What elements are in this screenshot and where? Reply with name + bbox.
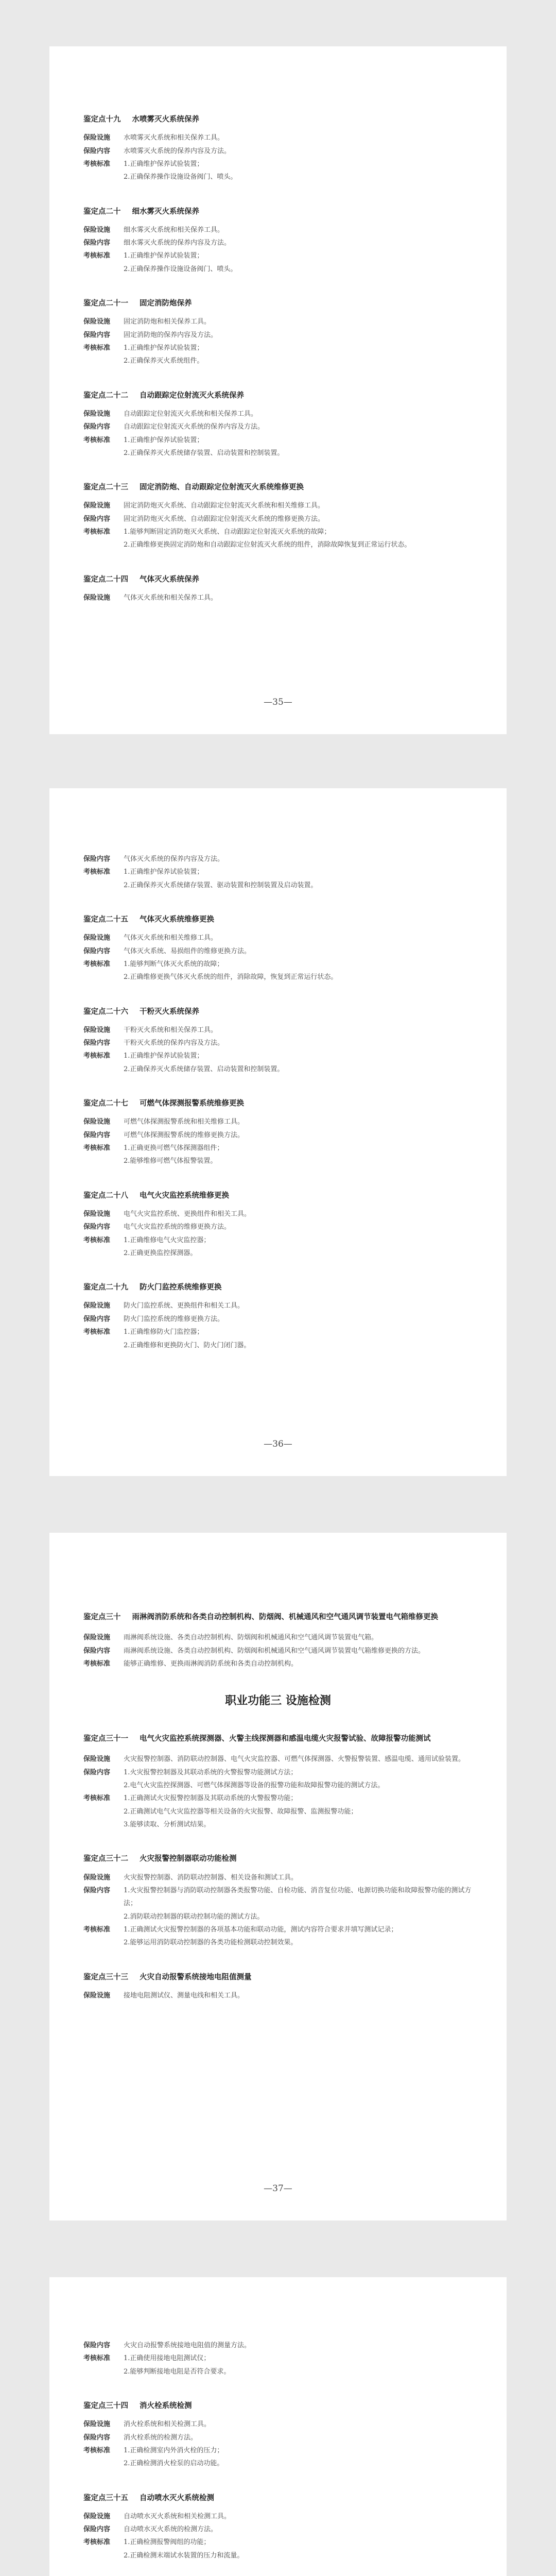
field-value: 火灾报警控制器、消防联动控制器、相关设备和测试工具。 <box>124 1873 298 1882</box>
field-label <box>83 2365 124 2378</box>
field-value: 1.正确维护保养试验装置； <box>124 868 204 876</box>
item-number: 鉴定点二十四 <box>83 574 128 584</box>
field-label: 考核标准 <box>83 252 111 260</box>
field-label: 保险内容 <box>83 1768 111 1776</box>
field-value: 2.正确更换监控探测器。 <box>124 1249 197 1257</box>
field-row <box>83 1779 473 1792</box>
field-label: 保险设施 <box>83 934 111 942</box>
field-label: 保险内容 <box>83 331 111 339</box>
item-title-text: 火灾报警控制器联动功能检测 <box>140 1854 237 1863</box>
field-label: 保险设施 <box>83 1873 111 1882</box>
field-label: 保险内容 <box>83 1223 111 1231</box>
field-label: 考核标准 <box>83 1328 111 1336</box>
item-title-text: 电气火灾监控系统维修更换 <box>140 1191 229 1200</box>
field-value: 电气火灾监控系统、更换组件和相关工具。 <box>124 1210 251 1218</box>
field-row <box>83 1247 473 1260</box>
field-row <box>83 224 473 236</box>
field-row <box>83 1766 473 1779</box>
item <box>83 1609 473 1670</box>
field-row <box>83 236 473 249</box>
field-row <box>83 329 473 342</box>
field-value: 2.正确保养灭火系统储存装置、驱动装置和控制装置及启动装置。 <box>124 881 318 889</box>
field-label: 保险内容 <box>83 947 111 955</box>
field-value: 雨淋阀系统设施、各类自动控制机构、防烟阀和机械通风和空气通风调节装置电气箱维修更换的方法。 <box>124 1647 425 1655</box>
field-value: 1.能够判断气体灭火系统的故障； <box>124 960 224 968</box>
item-title-text: 气体灭火系统保养 <box>140 574 199 584</box>
item-title-text: 防火门监控系统维修更换 <box>140 1283 222 1292</box>
field-value: 2.正确保养灭火系统储存装置、启动装置和控制装置。 <box>124 1065 284 1073</box>
field-label: 考核标准 <box>83 1236 111 1244</box>
field-label: 保险内容 <box>83 855 111 863</box>
document-page <box>49 46 507 734</box>
item-number: 鉴定点二十八 <box>83 1191 128 1200</box>
item <box>83 1281 473 1352</box>
field-label: 保险设施 <box>83 502 111 510</box>
field-label: 保险设施 <box>83 1634 111 1642</box>
field-value: 雨淋阀系统设施、各类自动控制机构、防烟阀和机械通风和空气通风调节装置电气箱。 <box>124 1634 378 1642</box>
field-value: 1.正确检测报警阀组的功能； <box>124 2538 211 2547</box>
field-row <box>83 2444 473 2457</box>
field-row <box>83 145 473 158</box>
item-rows <box>83 1753 473 1831</box>
field-row <box>83 1923 473 1936</box>
item-title-text: 干粉灭火系统保养 <box>140 1007 199 1016</box>
field-label: 保险内容 <box>83 2526 111 2534</box>
item <box>83 2492 473 2563</box>
field-row <box>83 1155 473 1167</box>
field-value: 1.正确维护保养试验装置； <box>124 252 204 260</box>
item <box>83 1971 473 2003</box>
field-row <box>83 1063 473 1076</box>
item-title <box>83 1097 473 1109</box>
field-row <box>83 1142 473 1155</box>
field-label: 保险内容 <box>83 515 111 523</box>
page-number: —35— <box>264 697 292 707</box>
item-title <box>83 2492 473 2504</box>
item-title-text: 自动喷水灭火系统检测 <box>140 2493 214 2502</box>
field-value: 气体灭火系统、易损组件的维修更换方法。 <box>124 947 251 955</box>
item-number: 鉴定点二十七 <box>83 1099 128 1108</box>
field-label: 考核标准 <box>83 2446 111 2454</box>
field-value: 消火栓系统的检测方法。 <box>124 2433 198 2442</box>
field-value: 2.电气火灾监控探测器、可燃气体探测器等设备的报警功能和故障报警功能的测试方法。 <box>124 1782 385 1790</box>
item-title-text: 雨淋阀消防系统和各类自动控制机构、防烟阀、机械通风和空气通风调节装置电气箱维修更换 <box>132 1613 438 1621</box>
item <box>83 297 473 368</box>
items-list <box>83 113 473 604</box>
item-title-text: 气体灭火系统维修更换 <box>140 915 214 924</box>
field-label: 保险设施 <box>83 1991 111 1999</box>
field-value: 气体灭火系统的保养内容及方法。 <box>124 855 224 863</box>
item-title-text: 自动跟踪定位射流灭火系统保养 <box>140 391 244 400</box>
field-row <box>83 1024 473 1037</box>
field-row <box>83 526 473 538</box>
field-label: 保险内容 <box>83 2342 111 2349</box>
item-number: 鉴定点二十三 <box>83 483 128 492</box>
field-label: 保险内容 <box>83 1886 111 1894</box>
field-row <box>83 931 473 944</box>
item-title <box>83 481 473 493</box>
field-value: 能够正确维修、更换雨淋阀消防系统和各类自动控制机构。 <box>124 1659 298 1668</box>
item <box>83 2400 473 2470</box>
field-value: 干粉灭火系统的保养内容及方法。 <box>124 1039 224 1047</box>
item-title <box>83 573 473 585</box>
field-row <box>83 538 473 551</box>
field-row <box>83 1805 473 1818</box>
field-value: 1.正确维护保养试验装置； <box>124 436 204 444</box>
item-title-text: 火灾自动报警系统接地电阻值测量 <box>140 1972 252 1981</box>
item-number: 鉴定点三十三 <box>83 1972 128 1981</box>
field-label: 考核标准 <box>83 344 111 352</box>
field-label <box>83 263 124 276</box>
item-title <box>83 206 473 217</box>
field-label: 考核标准 <box>83 528 111 536</box>
item <box>83 913 473 984</box>
section-title: 职业功能三 设施检测 <box>225 1694 331 1708</box>
field-label <box>83 1818 124 1831</box>
field-label: 保险内容 <box>83 423 111 431</box>
item-title <box>83 1971 473 1983</box>
field-label: 保险设施 <box>83 594 111 602</box>
field-row <box>83 2365 473 2378</box>
field-row <box>83 1753 473 1766</box>
field-row <box>83 853 473 866</box>
field-label <box>83 2549 124 2562</box>
field-value: 水喷雾灭火系统和相关保养工具。 <box>124 134 224 142</box>
field-row <box>83 958 473 971</box>
field-value: 干粉灭火系统和相关保养工具。 <box>124 1026 218 1034</box>
field-value: 1.能够判断固定消防炮灭火系统、自动跟踪定位射流灭火系统的故障； <box>124 528 331 536</box>
field-value: 固定消防炮和相关保养工具。 <box>124 318 211 326</box>
item <box>83 481 473 552</box>
field-row <box>83 1910 473 1923</box>
field-value: 可燃气体探测报警系统的维修更换方法。 <box>124 1131 245 1139</box>
item-title <box>83 1609 473 1625</box>
field-label: 考核标准 <box>83 1052 111 1060</box>
field-row <box>83 1115 473 1128</box>
field-label: 保险内容 <box>83 239 111 247</box>
field-label: 保险设施 <box>83 1210 111 1218</box>
field-value: 2.正确保养操作设施设备阀门、喷头。 <box>124 173 237 181</box>
item <box>83 206 473 276</box>
item-number: 鉴定点二十五 <box>83 915 128 924</box>
field-label <box>83 971 124 984</box>
field-value: 1.正确检测室内外消火栓的压力； <box>124 2446 224 2454</box>
field-row <box>83 2418 473 2431</box>
field-label <box>83 1779 124 1792</box>
field-value: 接地电阻测试仪、测量电线和相关工具。 <box>124 1991 245 1999</box>
field-value: 1.正确维护保养试验装置； <box>124 1052 204 1060</box>
field-value: 1.正确维护保养试验装置； <box>124 160 204 168</box>
document-page <box>49 1533 507 2221</box>
field-value: 可燃气体探测报警系统和相关维修工具。 <box>124 1118 245 1126</box>
field-row <box>83 2523 473 2536</box>
items-list <box>83 2339 473 2576</box>
field-row <box>83 591 473 604</box>
field-row <box>83 945 473 958</box>
item-title <box>83 297 473 309</box>
field-value: 2.正确保养灭火系统组件。 <box>124 357 204 365</box>
field-row <box>83 249 473 262</box>
field-value: 1.正确维修防火门监控器； <box>124 1328 204 1336</box>
field-label: 保险内容 <box>83 1131 111 1139</box>
field-row <box>83 1313 473 1326</box>
field-value: 自动喷水灭火系统和相关检测工具。 <box>124 2512 231 2520</box>
field-row <box>83 434 473 447</box>
field-row <box>83 131 473 144</box>
item-number: 鉴定点三十一 <box>83 1734 128 1743</box>
field-label <box>83 171 124 183</box>
field-value: 2.正确维修和更换防火门、防火门闭门器。 <box>124 1341 251 1349</box>
field-label: 考核标准 <box>83 160 111 168</box>
field-row <box>83 499 473 512</box>
field-row <box>83 408 473 420</box>
item-title-text: 固定消防炮、自动跟踪定位射流灭火系统维修更换 <box>140 483 304 492</box>
item-title <box>83 113 473 125</box>
item-number: 鉴定点三十五 <box>83 2493 128 2502</box>
field-row <box>83 447 473 460</box>
field-label: 考核标准 <box>83 1794 111 1803</box>
field-label: 保险设施 <box>83 1755 111 1764</box>
field-value: 1.正确更换可燃气体探测器组件； <box>124 1144 224 1153</box>
item <box>83 573 473 605</box>
field-label: 保险设施 <box>83 134 111 142</box>
field-row <box>83 2431 473 2444</box>
field-value: 2.能够判断接地电阻是否符合要求。 <box>124 2367 231 2376</box>
field-value: 2.正确测试电气火灾监控器等相关设备的火灾报警、故障报警、监测报警功能； <box>124 1807 358 1816</box>
field-value: 2.正确维修更换气体灭火系统的组件，消除故障，恢复到正常运行状态。 <box>124 973 338 981</box>
field-label: 考核标准 <box>83 1659 111 1668</box>
page-number: —37— <box>264 2183 292 2194</box>
field-value: 电气火灾监控系统的维修更换方法。 <box>124 1223 231 1231</box>
field-value: 2.正确保养灭火系统储存装置、启动装置和控制装置。 <box>124 449 284 457</box>
item <box>83 853 473 892</box>
field-value: 防火门监控系统的维修更换方法。 <box>124 1315 224 1323</box>
item-title <box>83 1006 473 1018</box>
item <box>83 1731 473 1831</box>
field-label: 保险设施 <box>83 1026 111 1034</box>
field-row <box>83 158 473 171</box>
field-value: 1.正确测试火灾报警控制器及其联动系统的火警报警功能； <box>124 1794 298 1803</box>
item-title <box>83 389 473 401</box>
field-value: 防火门监控系统、更换组件和相关工具。 <box>124 1302 245 1310</box>
field-label <box>83 1805 124 1818</box>
document-page <box>49 2277 507 2576</box>
item-number: 鉴定点二十九 <box>83 1283 128 1292</box>
field-label <box>83 447 124 460</box>
item-title <box>83 1853 473 1865</box>
field-label <box>83 1063 124 1076</box>
field-value: 1.正确测试火灾报警控制器的各项基本功能和联动功能，测试内容符合要求并填写测试记录； <box>124 1926 398 1934</box>
item-number: 鉴定点三十 <box>83 1613 121 1621</box>
field-value: 自动喷水灭火系统的检测方法。 <box>124 2526 218 2534</box>
field-value: 3.能够读取、分析测试结果。 <box>124 1821 211 1829</box>
item-title <box>83 2400 473 2412</box>
item-title <box>83 1190 473 1201</box>
field-label: 考核标准 <box>83 436 111 444</box>
item-title-text: 消火栓系统检测 <box>140 2401 192 2411</box>
field-value: 2.正确检测消火栓泵的启动功能。 <box>124 2460 224 2468</box>
field-value: 自动跟踪定位射流灭火系统和相关保养工具。 <box>124 410 258 418</box>
item <box>83 1006 473 1076</box>
field-label <box>83 1936 124 1949</box>
field-row <box>83 1299 473 1312</box>
item <box>83 1853 473 1949</box>
field-row <box>83 1129 473 1142</box>
item-title-text: 固定消防炮保养 <box>140 299 192 308</box>
field-label: 保险内容 <box>83 147 111 155</box>
field-row <box>83 2536 473 2549</box>
field-row <box>83 342 473 354</box>
item-title-text: 水喷雾灭火系统保养 <box>132 115 199 124</box>
item-rows <box>83 1631 473 1670</box>
field-value: 消火栓系统和相关检测工具。 <box>124 2420 211 2429</box>
field-value: 1.正确使用接地电阻测试仪； <box>124 2354 211 2363</box>
field-label: 考核标准 <box>83 960 111 968</box>
field-row <box>83 1989 473 2002</box>
field-label: 保险内容 <box>83 1315 111 1323</box>
field-value: 火灾报警控制器、消防联动控制器、电气火灾监控器、可燃气体探测器、火警报警装置、感温电缆、通用试验装置。 <box>124 1755 465 1764</box>
item <box>83 1190 473 1260</box>
field-label: 考核标准 <box>83 2354 111 2363</box>
item <box>83 1097 473 1168</box>
field-value: 1.正确维修电气火灾监控器； <box>124 1236 211 1244</box>
item <box>83 113 473 184</box>
field-label <box>83 1155 124 1167</box>
field-row <box>83 1792 473 1805</box>
field-row <box>83 2457 473 2470</box>
field-value: 水喷雾灭火系统的保养内容及方法。 <box>124 147 231 155</box>
field-label: 保险设施 <box>83 318 111 326</box>
item-title-text: 细水雾灭火系统保养 <box>132 207 199 216</box>
field-value: 固定消防炮的保养内容及方法。 <box>124 331 218 339</box>
field-label: 考核标准 <box>83 2538 111 2547</box>
item-title-text: 可燃气体探测报警系统维修更换 <box>140 1099 244 1108</box>
item <box>83 2339 473 2378</box>
field-label: 保险内容 <box>83 1647 111 1655</box>
field-row <box>83 866 473 878</box>
field-row <box>83 1884 473 1910</box>
item-number: 鉴定点十九 <box>83 115 121 124</box>
field-row <box>83 1871 473 1884</box>
items-list <box>83 853 473 1352</box>
field-label: 考核标准 <box>83 1144 111 1153</box>
field-row <box>83 1037 473 1049</box>
item <box>83 389 473 460</box>
item-number: 鉴定点二十六 <box>83 1007 128 1016</box>
field-label: 保险设施 <box>83 410 111 418</box>
items-list <box>83 1853 473 2002</box>
field-value: 自动跟踪定位射流灭火系统的保养内容及方法。 <box>124 423 265 431</box>
field-label: 考核标准 <box>83 1926 111 1934</box>
field-label <box>83 1910 124 1923</box>
item-number: 鉴定点二十 <box>83 207 121 216</box>
field-label <box>83 2457 124 2470</box>
field-row <box>83 1208 473 1221</box>
field-row <box>83 354 473 367</box>
field-label <box>83 879 124 892</box>
item-title <box>83 1731 473 1747</box>
item-title <box>83 913 473 925</box>
field-value: 固定消防炮灭火系统、自动跟踪定位射流灭火系统的维修更换方法。 <box>124 515 325 523</box>
page-number: —36— <box>264 1439 292 1449</box>
field-row <box>83 420 473 433</box>
field-label <box>83 1247 124 1260</box>
field-row <box>83 2339 473 2352</box>
field-label <box>83 538 124 551</box>
field-row <box>83 513 473 526</box>
field-value: 气体灭火系统和相关保养工具。 <box>124 594 218 602</box>
document-page <box>49 788 507 1476</box>
field-value: 火灾自动报警系统接地电阻值的测量方法。 <box>124 2342 251 2349</box>
field-value: 2.能够维修可燃气体报警装置。 <box>124 1157 217 1165</box>
field-value: 1.正确维护保养试验装置； <box>124 344 204 352</box>
field-value: 2.正确保养操作设施设备阀门、喷头。 <box>124 265 237 273</box>
field-row <box>83 971 473 984</box>
field-label: 保险内容 <box>83 2433 111 2442</box>
field-row <box>83 1326 473 1338</box>
field-label: 考核标准 <box>83 868 111 876</box>
field-row <box>83 1631 473 1644</box>
field-row <box>83 171 473 183</box>
field-label: 保险设施 <box>83 1302 111 1310</box>
field-label <box>83 1339 124 1352</box>
field-row <box>83 1221 473 1233</box>
field-row <box>83 2510 473 2523</box>
field-row <box>83 2549 473 2562</box>
field-row <box>83 315 473 328</box>
field-value: 1.火灾报警控制器与消防联动控制器各类报警功能、自检功能、消音复位功能、电源切换功能和故障报警功能的测试方法； <box>124 1886 472 1908</box>
field-row <box>83 1339 473 1352</box>
field-row <box>83 1645 473 1657</box>
field-row <box>83 879 473 892</box>
field-row <box>83 1936 473 1949</box>
field-value: 2.消防联动控制器的联动控制功能的测试方法。 <box>124 1912 264 1921</box>
field-value: 2.正确维修更换固定消防炮和自动跟踪定位射流灭火系统的组件，消除故障恢复到正常运行状态。 <box>124 541 411 549</box>
item-number: 鉴定点二十一 <box>83 299 128 308</box>
field-value: 2.能够运用消防联动控制器的各类功能检测联动控制效果。 <box>124 1939 298 1947</box>
item-title <box>83 1281 473 1293</box>
field-value: 细水雾灭火系统的保养内容及方法。 <box>124 239 231 247</box>
field-row <box>83 2352 473 2365</box>
field-label: 保险设施 <box>83 226 111 234</box>
field-value: 固定消防炮灭火系统、自动跟踪定位射流灭火系统和相关维修工具。 <box>124 502 325 510</box>
field-value: 气体灭火系统和相关维修工具。 <box>124 934 218 942</box>
field-value: 2.正确检测末端试水装置的压力和流量。 <box>124 2551 244 2560</box>
field-label: 保险设施 <box>83 2512 111 2520</box>
item-number: 鉴定点二十二 <box>83 391 128 400</box>
item-number: 鉴定点三十二 <box>83 1854 128 1863</box>
field-value: 细水雾灭火系统和相关保养工具。 <box>124 226 224 234</box>
item-title-text: 电气火灾监控系统探测器、火警主线探测器和感温电缆火灾报警试验、故障报警功能测试 <box>140 1734 431 1743</box>
field-row <box>83 263 473 276</box>
field-label: 保险内容 <box>83 1039 111 1047</box>
field-label: 保险设施 <box>83 2420 111 2429</box>
field-label: 保险设施 <box>83 1118 111 1126</box>
field-label <box>83 354 124 367</box>
field-value: 1.火灾报警控制器及其联动系统的火警报警功能测试方法； <box>124 1768 298 1776</box>
field-row <box>83 1234 473 1247</box>
field-row <box>83 1657 473 1670</box>
field-row <box>83 1049 473 1062</box>
field-row <box>83 1818 473 1831</box>
item-number: 鉴定点三十四 <box>83 2401 128 2411</box>
